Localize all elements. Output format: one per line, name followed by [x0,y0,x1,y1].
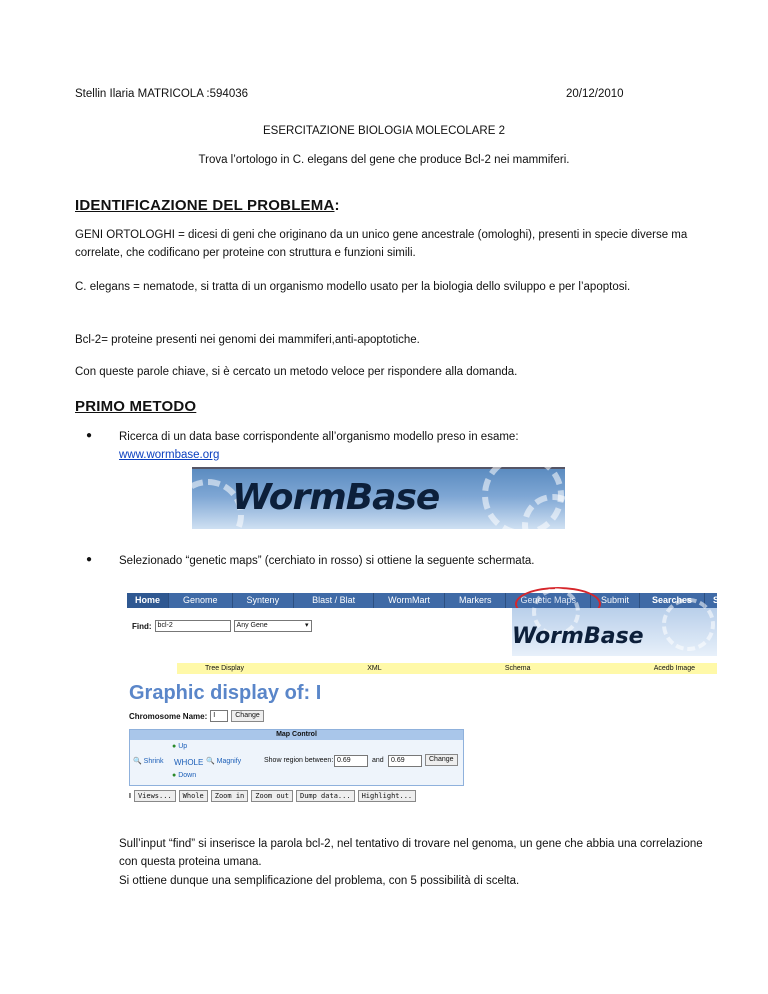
wormbase-screenshot [127,593,730,805]
wormbase-banner-image [192,467,565,529]
map-control-title: Map Control [130,730,463,740]
row-number: I [129,792,131,800]
region-label: Show region between: [264,757,334,764]
chevron-down-icon: ▾ [305,622,309,629]
link-acedb-image[interactable]: Acedb Image [653,665,695,672]
bullet-item-database: Ricerca di un data base corrispondente all’organismo modello preso in esame: www.wormbase.org [119,431,519,461]
views-button[interactable]: Views... [134,790,176,802]
nav-blast[interactable]: Blast / Blat [294,593,374,608]
wormbase-link[interactable]: www.wormbase.org [119,449,220,461]
doc-title: ESERCITAZIONE BIOLOGIA MOLECOLARE 2 [263,125,505,137]
zoom-out-button[interactable]: Zoom out [251,790,293,802]
wormbase-nav [127,593,730,608]
chromosome-label: Chromosome Name: [129,711,208,721]
magnifier-icon: 🔍 [133,758,142,765]
map-control-panel [129,729,464,786]
graphic-display-title: Graphic display of: I [129,682,322,704]
date: 20/12/2010 [566,88,624,100]
region-to-input[interactable]: 0.69 [388,755,422,767]
and-label: and [372,757,384,764]
link-schema[interactable]: Schema [504,665,531,672]
find-row [132,620,312,632]
author-line: Stellin Ilaria MATRICOLA :594036 [75,88,249,100]
paragraph-bcl2: Bcl-2= proteine presenti nei genomi dei mammiferi,anti-apoptotiche. [75,334,420,346]
change-chromosome-button[interactable]: Change [231,710,264,722]
bullet-icon: ● [86,430,93,441]
doc-subtitle: Trova l’ortologo in C. elegans del gene che produce Bcl-2 nei mammiferi. [198,154,570,166]
nav-site[interactable]: Site [713,595,730,605]
region-from-input[interactable]: 0.69 [334,755,368,767]
nav-searches[interactable]: Searches [640,593,705,608]
map-toolbar [129,790,416,802]
paragraph-parole-chiave: Con queste parole chiave, si è cercato un metodo veloce per rispondere alla domanda. [75,366,518,378]
find-label: Find: [132,621,152,631]
nav-home[interactable]: Home [127,593,169,608]
section-heading-identificazione: IDENTIFICAZIONE DEL PROBLEMA: [75,197,340,214]
whole-control[interactable]: WHOLE [174,758,204,767]
magnify-control[interactable]: 🔍 Magnify [206,758,242,765]
section-heading-primo-metodo: PRIMO METODO [75,398,197,415]
dump-data-button[interactable]: Dump data... [296,790,355,802]
gene-type-select[interactable]: Any Gene ▾ [234,620,312,632]
chromosome-select[interactable]: I [210,710,228,722]
paragraph-find-input: Sull’input “find” si inserisce la parola bcl-2, nel tentativo di trovare nel genoma, un gene che abbia una correlazione con questa proteina umana. [119,838,703,868]
link-tree-display[interactable]: Tree Display [205,665,245,672]
yellow-link-bar [177,663,717,674]
nav-submit[interactable]: Submit [591,593,640,608]
nav-markers[interactable]: Markers [445,593,507,608]
zoom-in-button[interactable]: Zoom in [211,790,249,802]
wormbase-logo: WormBase [232,477,440,518]
bullet-icon: ● [86,554,93,565]
nav-genome[interactable]: Genome [169,593,233,608]
find-input[interactable]: bcl-2 [155,620,231,632]
shrink-control[interactable]: 🔍 Shrink [133,758,164,765]
magnifier-icon: 🔍 [206,758,215,765]
bullet-item-genetic-maps: Selezionado “genetic maps” (cerchiato in rosso) si ottiene la seguente schermata. [119,555,535,567]
link-xml[interactable]: XML [367,665,382,672]
change-region-button[interactable]: Change [425,754,458,766]
nav-wormmart[interactable]: WormMart [374,593,445,608]
chromosome-row [129,710,264,722]
up-arrow-icon: ● [172,743,177,750]
down-arrow-icon: ● [172,772,177,779]
down-control[interactable]: ● Down [172,772,197,779]
up-control[interactable]: ● Up [172,743,188,750]
paragraph-c-elegans: C. elegans = nematode, si tratta di un organismo modello usato per la biologia dello sviluppo e per l’apoptosi. [75,281,631,293]
paragraph-semplificazione: Si ottiene dunque una semplificazione del problema, con 5 possibilità di scelta. [119,875,520,887]
whole-button[interactable]: Whole [179,790,208,802]
wormbase-logo-small: WormBase [512,624,644,649]
highlight-button[interactable]: Highlight... [358,790,417,802]
paragraph-geni-ortologhi: GENI ORTOLOGHI = dicesi di geni che originano da un unico gene ancestrale (omologhi), presenti in specie diverse ma correlate, che codificano per proteine con struttura e funzioni simili. [75,229,688,259]
wormbase-hero [512,608,717,656]
nav-genetic-maps[interactable]: Genetic Maps [506,593,591,608]
nav-synteny[interactable]: Synteny [233,593,295,608]
